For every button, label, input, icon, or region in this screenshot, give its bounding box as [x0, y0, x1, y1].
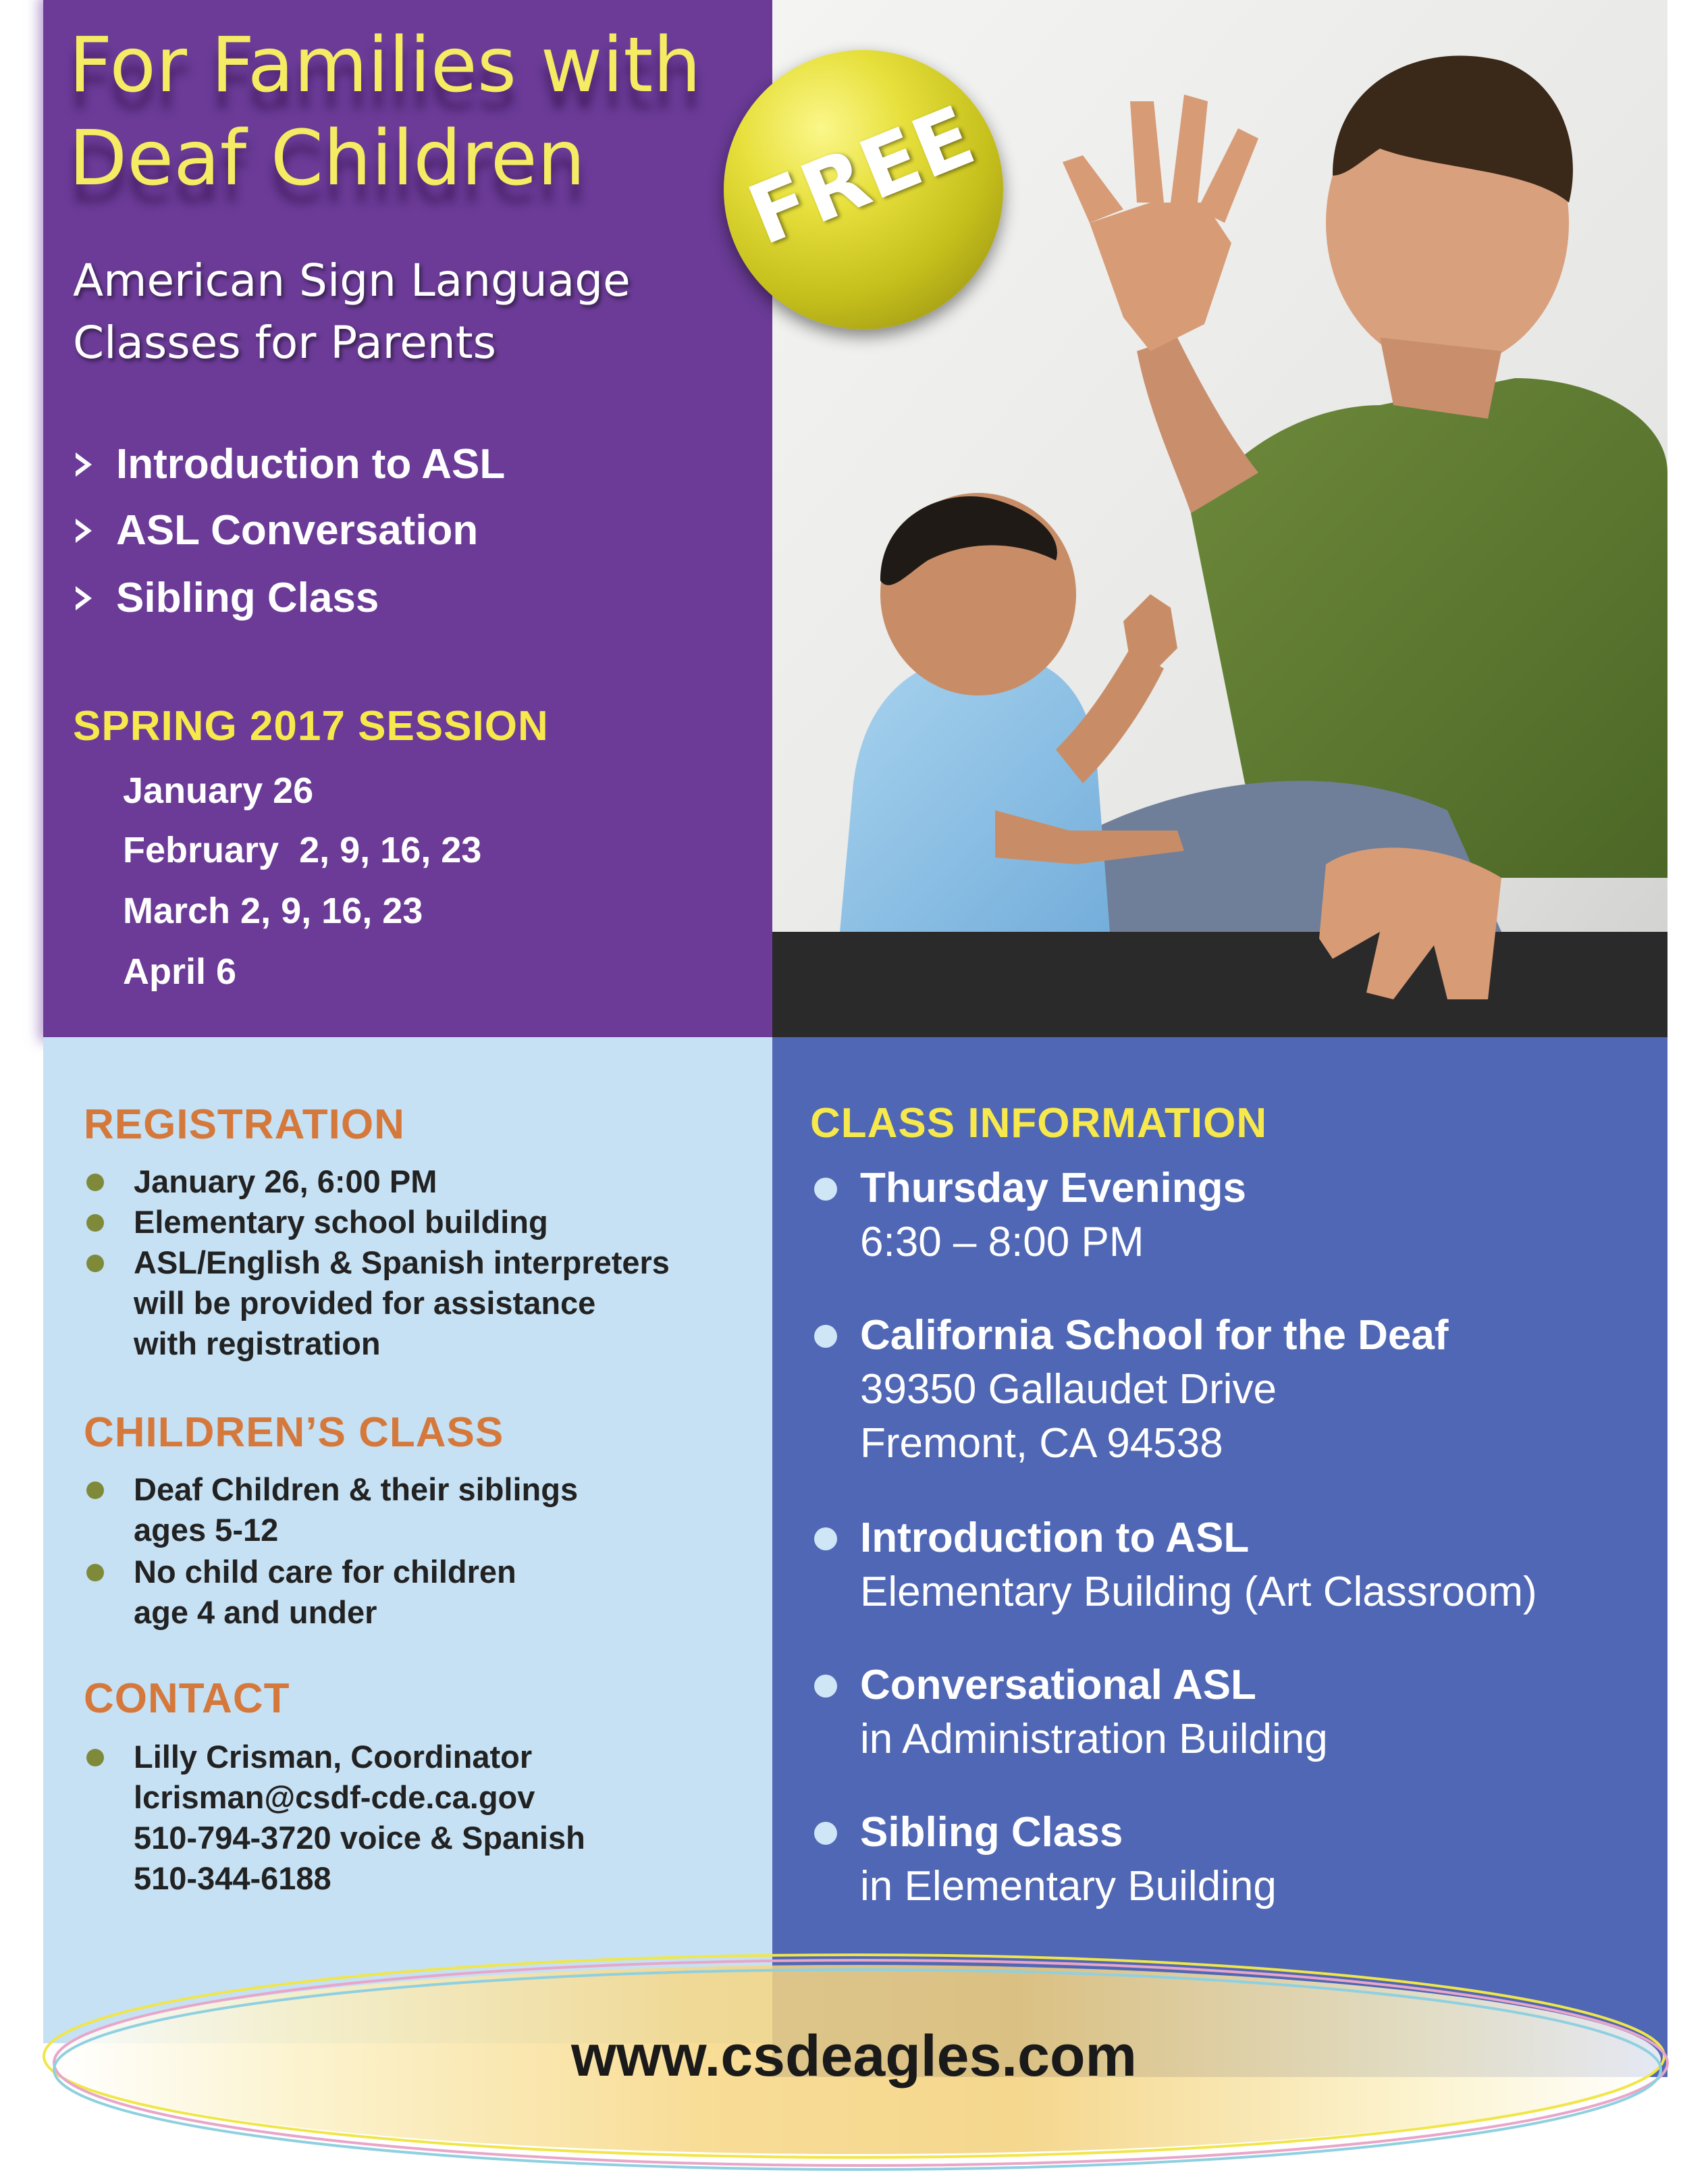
bullet-icon — [814, 1178, 837, 1201]
childrens-class-item: Deaf Children & their siblings ages 5-12 — [134, 1471, 579, 1548]
bullet-icon — [86, 1749, 104, 1766]
session-heading: SPRING 2017 SESSION — [73, 703, 549, 750]
class-info-detail: in Administration Building — [860, 1716, 1328, 1762]
course-item — [73, 438, 505, 492]
class-info-detail: Fremont, CA 94538 — [860, 1420, 1223, 1467]
registration-item: January 26, 6:00 PM — [134, 1163, 437, 1199]
registration-item: Elementary school building — [134, 1204, 548, 1240]
class-info-title: Conversational ASL — [860, 1662, 1256, 1708]
class-info-title: Thursday Evenings — [860, 1165, 1246, 1211]
class-information-heading: CLASS INFORMATION — [810, 1100, 1268, 1147]
page-title — [69, 19, 757, 205]
childrens-class-heading: CHILDREN’S CLASS — [84, 1409, 504, 1456]
session-date: January 26 — [123, 770, 314, 811]
title-line-1: For Families with — [69, 22, 701, 109]
contact-phone-voice: 510-794-3720 voice & Spanish — [134, 1820, 585, 1856]
course-item — [73, 504, 478, 558]
free-badge-text: FREE — [735, 88, 987, 264]
session-date: April 6 — [123, 951, 237, 992]
class-info-title: California School for the Deaf — [860, 1312, 1449, 1359]
course-label: Introduction to ASL — [116, 441, 506, 488]
subtitle-line-2: Classes for Parents — [73, 317, 496, 369]
class-info-title: Sibling Class — [860, 1809, 1123, 1856]
bullet-icon — [814, 1822, 837, 1845]
class-info-detail: in Elementary Building — [860, 1863, 1277, 1910]
chevron-right-icon — [73, 517, 93, 544]
class-info-detail: 39350 Gallaudet Drive — [860, 1366, 1277, 1413]
registration-heading: REGISTRATION — [84, 1101, 405, 1148]
class-info-title: Introduction to ASL — [860, 1515, 1250, 1561]
chevron-right-icon — [73, 451, 93, 478]
contact-email[interactable]: lcrisman@csdf-cde.ca.gov — [134, 1779, 535, 1815]
session-date: February 2, 9, 16, 23 — [123, 830, 482, 870]
class-info-detail: Elementary Building (Art Classroom) — [860, 1569, 1537, 1615]
contact-phone: 510-344-6188 — [134, 1860, 331, 1896]
course-item — [73, 571, 379, 625]
contact-heading: CONTACT — [84, 1675, 290, 1722]
subtitle-line-1: American Sign Language — [73, 255, 631, 307]
class-info-detail: 6:30 – 8:00 PM — [860, 1219, 1144, 1265]
title-line-2: Deaf Children — [69, 115, 585, 203]
registration-item: ASL/English & Spanish interpreters will be provided for assistance with registration — [134, 1244, 670, 1361]
bullet-icon — [814, 1325, 837, 1348]
course-label: ASL Conversation — [116, 507, 479, 554]
chevron-right-icon — [73, 585, 93, 612]
session-date: March 2, 9, 16, 23 — [123, 891, 423, 931]
bullet-icon — [814, 1527, 837, 1550]
website-link[interactable]: www.csdeagles.com — [570, 2024, 1138, 2089]
bullet-icon — [814, 1675, 837, 1698]
contact-details — [134, 1737, 755, 1899]
bullet-icon — [86, 1481, 104, 1499]
bullet-icon — [86, 1564, 104, 1581]
page-subtitle — [73, 250, 748, 374]
bullet-icon — [86, 1255, 104, 1272]
course-label: Sibling Class — [116, 575, 379, 621]
bullet-icon — [86, 1214, 104, 1232]
bullet-icon — [86, 1174, 104, 1191]
contact-name: Lilly Crisman, Coordinator — [134, 1739, 533, 1775]
childrens-class-item: No child care for children age 4 and under — [134, 1554, 516, 1630]
